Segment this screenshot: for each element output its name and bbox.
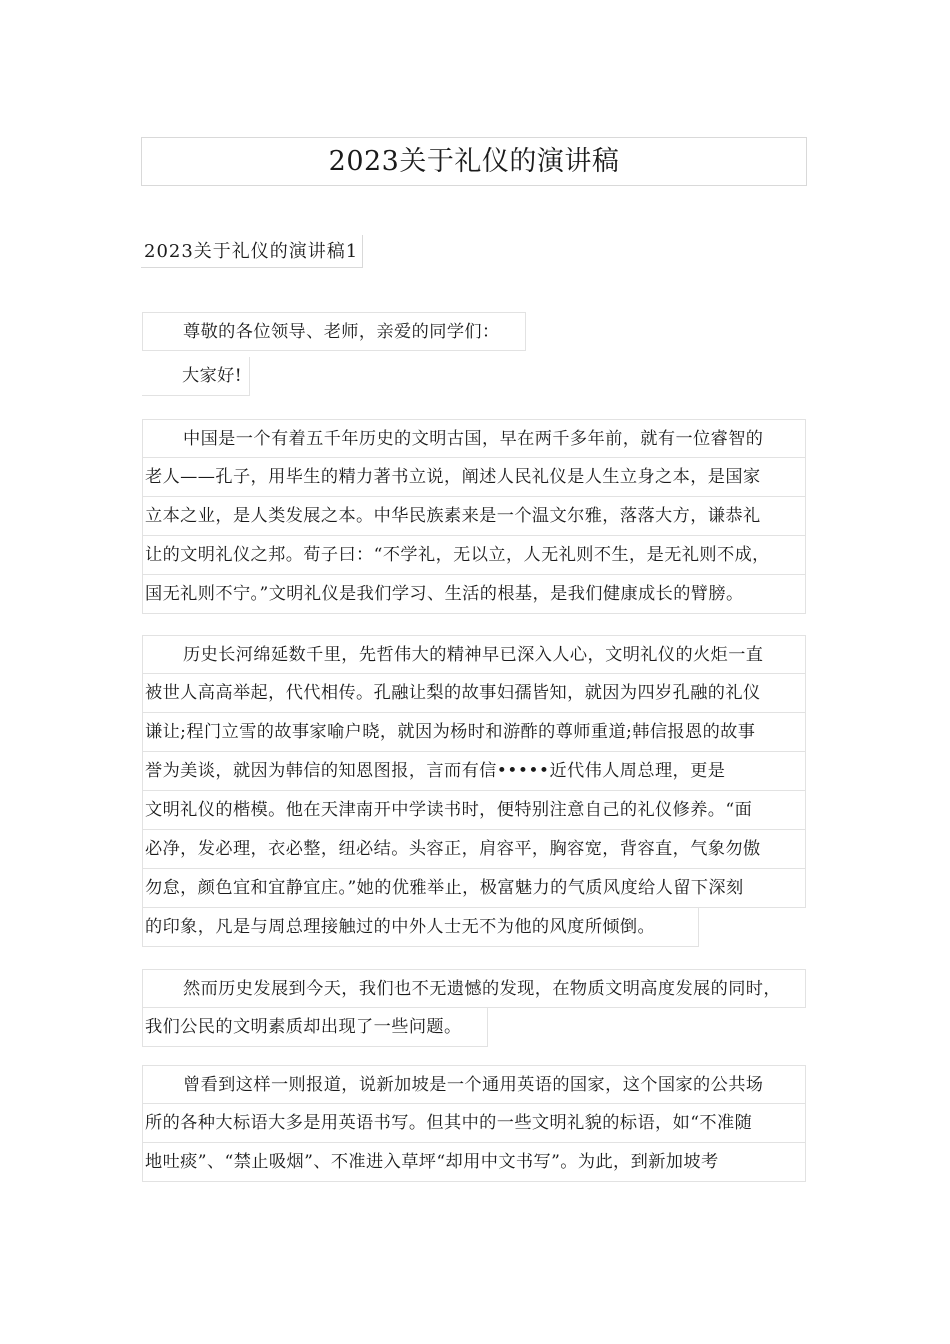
greeting-paragraph	[142, 312, 806, 356]
greeting-line: 尊敬的各位领导、老师，亲爱的同学们：	[142, 312, 526, 351]
paragraph-line: 必净，发必理，衣必整，纽必结。头容正，肩容平，胸容宽，背容直，气象勿傲	[142, 830, 806, 869]
paragraph-1	[142, 419, 806, 614]
paragraph-line: 所的各种大标语大多是用英语书写。但其中的一些文明礼貌的标语，如“不准随	[142, 1104, 806, 1143]
paragraph-3	[142, 969, 806, 1052]
paragraph-line: 谦让;程门立雪的故事家喻户晓，就因为杨时和游酢的尊师重道;韩信报恩的故事	[142, 713, 806, 752]
hello-paragraph	[142, 357, 250, 401]
paragraph-line: 然而历史发展到今天，我们也不无遗憾的发现，在物质文明高度发展的同时，	[142, 969, 806, 1008]
paragraph-line: 老人——孔子，用毕生的精力著书立说，阐述人民礼仪是人生立身之本，是国家	[142, 458, 806, 497]
paragraph-line: 被世人高高举起，代代相传。孔融让梨的故事妇孺皆知，就因为四岁孔融的礼仪	[142, 674, 806, 713]
paragraph-line: 历史长河绵延数千里，先哲伟大的精神早已深入人心，文明礼仪的火炬一直	[142, 635, 806, 674]
paragraph-line: 曾看到这样一则报道，说新加坡是一个通用英语的国家，这个国家的公共场	[142, 1065, 806, 1104]
document-title: 2023关于礼仪的演讲稿	[141, 137, 807, 186]
paragraph-line: 的印象，凡是与周总理接触过的中外人士无不为他的风度所倾倒。	[142, 908, 699, 947]
paragraph-line: 国无礼则不宁。”文明礼仪是我们学习、生活的根基，是我们健康成长的臂膀。	[142, 575, 806, 614]
paragraph-line: 勿怠，颜色宜和宜静宜庄。”她的优雅举止，极富魅力的气质风度给人留下深刻	[142, 869, 806, 908]
paragraph-line: 让的文明礼仪之邦。荀子曰：“不学礼，无以立，人无礼则不生，是无礼则不成，	[142, 536, 806, 575]
paragraph-line: 誉为美谈，就因为韩信的知恩图报，言而有信•••••近代伟人周总理，更是	[142, 752, 806, 791]
paragraph-4	[142, 1065, 806, 1182]
section-heading: 2023关于礼仪的演讲稿1	[141, 235, 363, 268]
paragraph-line: 文明礼仪的楷模。他在天津南开中学读书时，便特别注意自己的礼仪修养。“面	[142, 791, 806, 830]
paragraph-line: 我们公民的文明素质却出现了一些问题。	[142, 1008, 488, 1047]
paragraph-line: 立本之业，是人类发展之本。中华民族素来是一个温文尔雅，落落大方，谦恭礼	[142, 497, 806, 536]
paragraph-line: 地吐痰”、“禁止吸烟”、不准进入草坪“却用中文书写”。为此，到新加坡考	[142, 1143, 806, 1182]
paragraph-2	[142, 635, 806, 952]
paragraph-line: 中国是一个有着五千年历史的文明古国，早在两千多年前，就有一位睿智的	[142, 419, 806, 458]
hello-line: 大家好!	[142, 357, 250, 396]
